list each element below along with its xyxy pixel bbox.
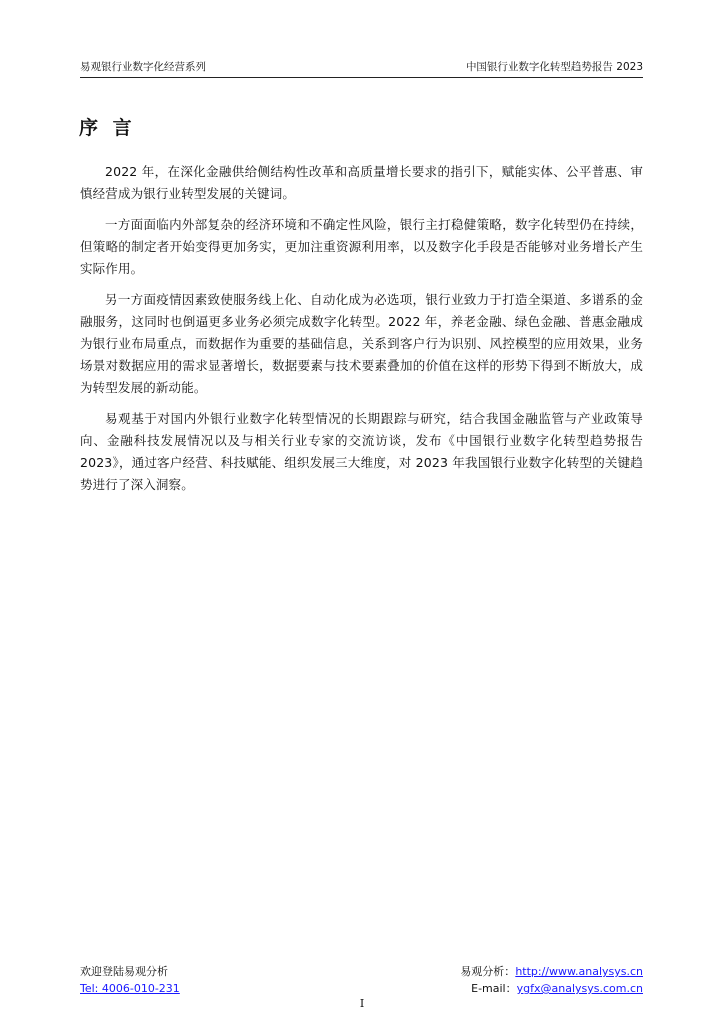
footer-email-line: [460, 980, 643, 997]
preface-body: [80, 161, 643, 505]
footer-site-label: 易观分析：: [460, 965, 516, 978]
paragraph-4: 易观基于对国内外银行业数字化转型情况的长期跟踪与研究，结合我国金融监管与产业政策导向、金融科技发展情况以及与相关行业专家的交流访谈，发布《中国银行业数字化转型趋势报告 2023》，通过客户经营、科技赋能、组织发展三大维度，对 2023 年我国银行业数字化转型的关键趋势进行了深入洞察。: [80, 411, 643, 492]
preface-heading: 序 言: [79, 117, 136, 139]
paragraph-3: 另一方面疫情因素致使服务线上化、自动化成为必选项，银行业致力于打造全渠道、多谱系的金融服务，这同时也倒逼更多业务必须完成数字化转型。2022 年，养老金融、绿色金融、普惠金融成为银行业布局重点，而数据作为重要的基础信息，关系到客户行为识别、风控模型的应用效果，业务场景对数据应用的需求显著增长，数据要素与技术要素叠加的价值在这样的形势下得到不断放大，成为转型发展的新动能。: [80, 292, 643, 395]
page-number: I: [359, 997, 365, 1010]
footer-tel-link[interactable]: Tel: 4006-010-231: [80, 982, 180, 995]
paragraph-2: 一方面面临内外部复杂的经济环境和不确定性风险，银行主打稳健策略，数字化转型仍在持续，但策略的制定者开始变得更加务实，更加注重资源利用率，以及数字化手段是否能够对业务增长产生实际作用。: [80, 217, 643, 276]
footer-site-line: [460, 963, 643, 980]
footer-site-link[interactable]: http://www.analysys.cn: [515, 965, 643, 978]
footer-welcome: 欢迎登陆易观分析: [80, 965, 168, 978]
page-header: [80, 60, 643, 78]
footer-contact: [80, 963, 180, 997]
footer-email-label: E-mail：: [471, 982, 517, 995]
paragraph-1: 2022 年，在深化金融供给侧结构性改革和高质量增长要求的指引下，赋能实体、公平普惠、审慎经营成为银行业转型发展的关键词。: [80, 164, 643, 201]
page-footer: [80, 963, 643, 997]
report-title: 中国银行业数字化转型趋势报告 2023: [465, 61, 643, 73]
footer-links: [460, 963, 643, 997]
series-title: 易观银行业数字化经营系列: [80, 61, 206, 73]
footer-email-link[interactable]: ygfx@analysys.com.cn: [516, 982, 643, 995]
